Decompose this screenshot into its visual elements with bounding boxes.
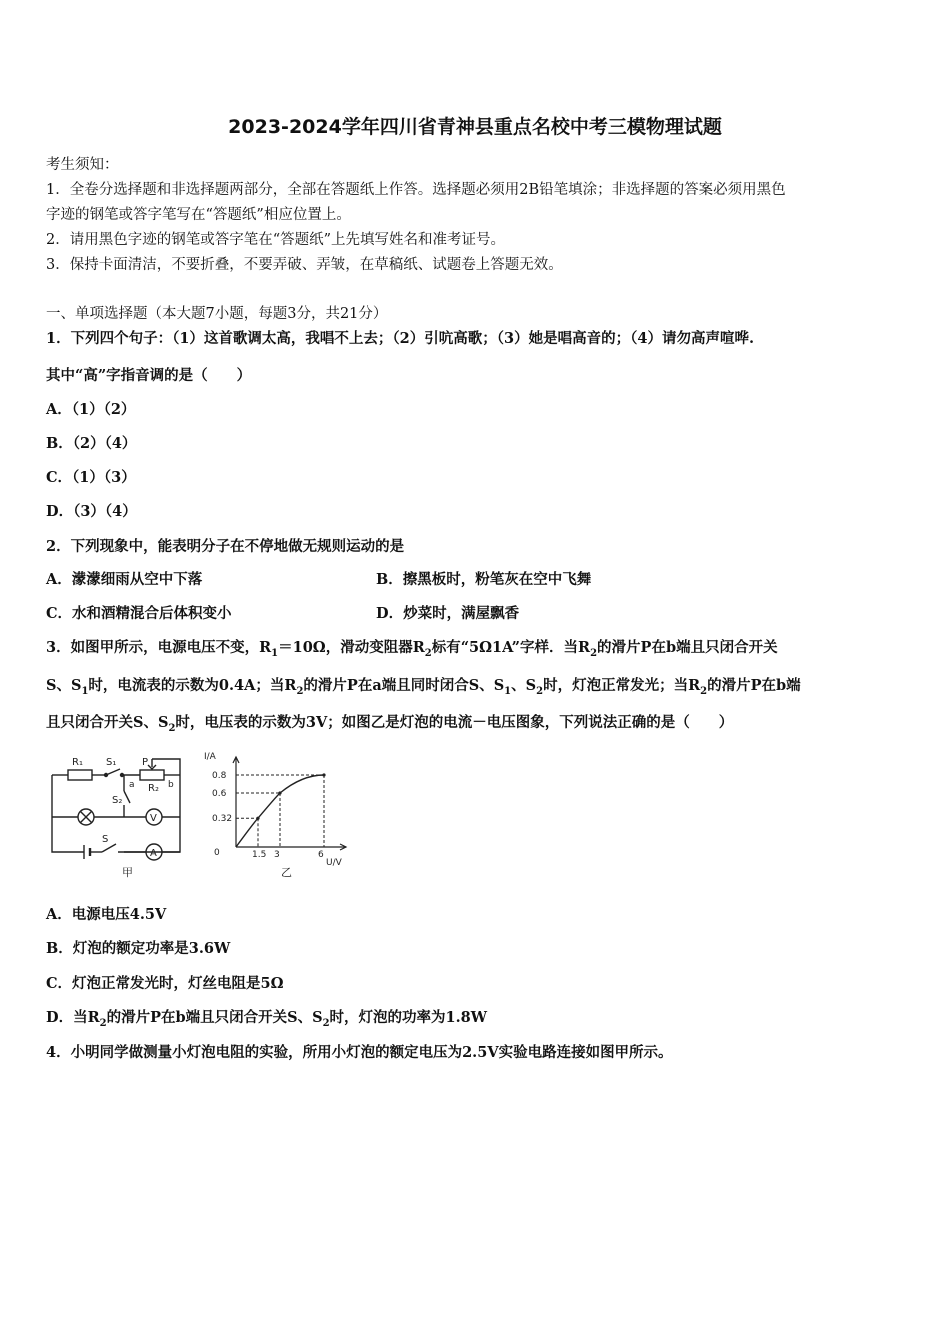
q2-option-d: D．炒菜时，满屋飘香 xyxy=(376,605,520,622)
q3-option-d: D．当$R_2$的滑片P在b端且只闭合开关S、$S_2$时，灯泡的功率为1.8W xyxy=(46,1009,488,1029)
q3-figure xyxy=(44,745,354,885)
q3-stem-line-2: S、$S_1$时，电流表的示数为0.4A；当$R_2$的滑片P在a端且同时闭合S、$S_1$、$S_2$时，灯泡正常发光；当$R_2$的滑片P在b端 xyxy=(46,677,801,697)
y-tick-label: 0.32 xyxy=(212,814,233,825)
circuit-diagram xyxy=(52,759,180,860)
q1-stem: 1．下列四个句子：（1）这首歌调太高，我唱不上去；（2）引吭高歌；（3）她是唱高音的；（4）请勿高声喧哗. xyxy=(46,330,754,347)
q2-option-a: A．濛濛细雨从空中下落 xyxy=(46,571,203,588)
origin-label: 0 xyxy=(214,848,220,858)
data-point xyxy=(278,791,281,794)
notice-item-1: 1．全卷分选择题和非选择题两部分，全部在答题纸上作答。选择题必须用2B铅笔填涂；非选择题的答案必须用黑色 xyxy=(46,182,786,198)
section-heading: 一、单项选择题（本大题7小题，每题3分，共21分） xyxy=(46,306,388,322)
y-tick-label: 0.6 xyxy=(212,789,227,799)
q1-option-b: B．（2）（4） xyxy=(46,435,137,452)
label-s: S xyxy=(102,834,109,845)
q1-option-c: C．（1）（3） xyxy=(46,469,136,486)
y-axis-label: I/A xyxy=(204,752,216,762)
rheostat-r2-icon xyxy=(140,770,164,780)
q1-option-d: D．（3）（4） xyxy=(46,503,137,520)
y-tick-label: 0.8 xyxy=(212,771,227,781)
q3-option-c: C．灯泡正常发光时，灯丝电阻是5Ω xyxy=(46,975,284,992)
data-point xyxy=(256,817,259,820)
q3-option-a: A．电源电压4.5V xyxy=(46,906,167,923)
switch-s2-icon xyxy=(124,791,130,803)
q2-stem: 2．下列现象中，能表明分子在不停地做无规则运动的是 xyxy=(46,538,405,555)
label-v: V xyxy=(150,813,157,824)
x-axis-label: U/V xyxy=(326,858,342,868)
q1-stem-cont: 其中“高”字指音调的是（ ） xyxy=(46,367,252,384)
switch-s-icon xyxy=(102,844,116,852)
q2-option-c: C．水和酒精混合后体积变小 xyxy=(46,605,232,622)
label-jia: 甲 xyxy=(122,866,133,879)
page-title: 2023-2024学年四川省青神县重点名校中考三模物理试题 xyxy=(228,116,722,138)
label-s1: S₁ xyxy=(106,757,117,768)
x-tick-label: 3 xyxy=(274,850,280,860)
label-b: b xyxy=(168,780,174,790)
q3-stem-line-1: 3．如图甲所示，电源电压不变，$R_1=10\Omega$，滑动变阻器$R_2$标有“5Ω1A”字样．当$R_2$的滑片P在b端且只闭合开关 xyxy=(46,639,778,659)
iu-graph xyxy=(204,752,346,879)
notice-heading: 考生须知： xyxy=(46,157,119,173)
q2-option-b: B．擦黑板时，粉笔灰在空中飞舞 xyxy=(376,571,592,588)
notice-item-3: 3．保持卡面清洁，不要折叠，不要弄破、弄皱，在草稿纸、试题卷上答题无效。 xyxy=(46,257,563,273)
label-s2: S₂ xyxy=(112,795,123,806)
q4-stem: 4．小明同学做测量小灯泡电阻的实验，所用小灯泡的额定电压为2.5V实验电路连接如图甲所示。 xyxy=(46,1044,673,1061)
x-tick-label: 6 xyxy=(318,850,324,860)
switch-s1-icon xyxy=(106,769,120,775)
notice-item-2: 2．请用黑色字迹的钢笔或答字笔在“答题纸”上先填写姓名和准考证号。 xyxy=(46,232,506,248)
x-tick-label: 1.5 xyxy=(252,850,267,860)
notice-item-1-cont: 字迹的钢笔或答字笔写在“答题纸”相应位置上。 xyxy=(46,207,351,223)
label-r2: R₂ xyxy=(148,783,159,794)
label-a-meter: A xyxy=(150,848,157,859)
q3-stem-line-3: 且只闭合开关S、$S_2$时，电压表的示数为3V；如图乙是灯泡的电流－电压图象，下列说法正确的是（ ） xyxy=(46,714,734,734)
data-point xyxy=(322,773,325,776)
label-r1: R₁ xyxy=(72,757,83,768)
q3-option-b: B．灯泡的额定功率是3.6W xyxy=(46,940,231,957)
label-a: a xyxy=(129,780,135,790)
label-p: P xyxy=(142,757,149,768)
label-yi: 乙 xyxy=(281,866,292,879)
q1-option-a: A．（1）（2） xyxy=(46,401,136,418)
resistor-r1-icon xyxy=(68,770,92,780)
